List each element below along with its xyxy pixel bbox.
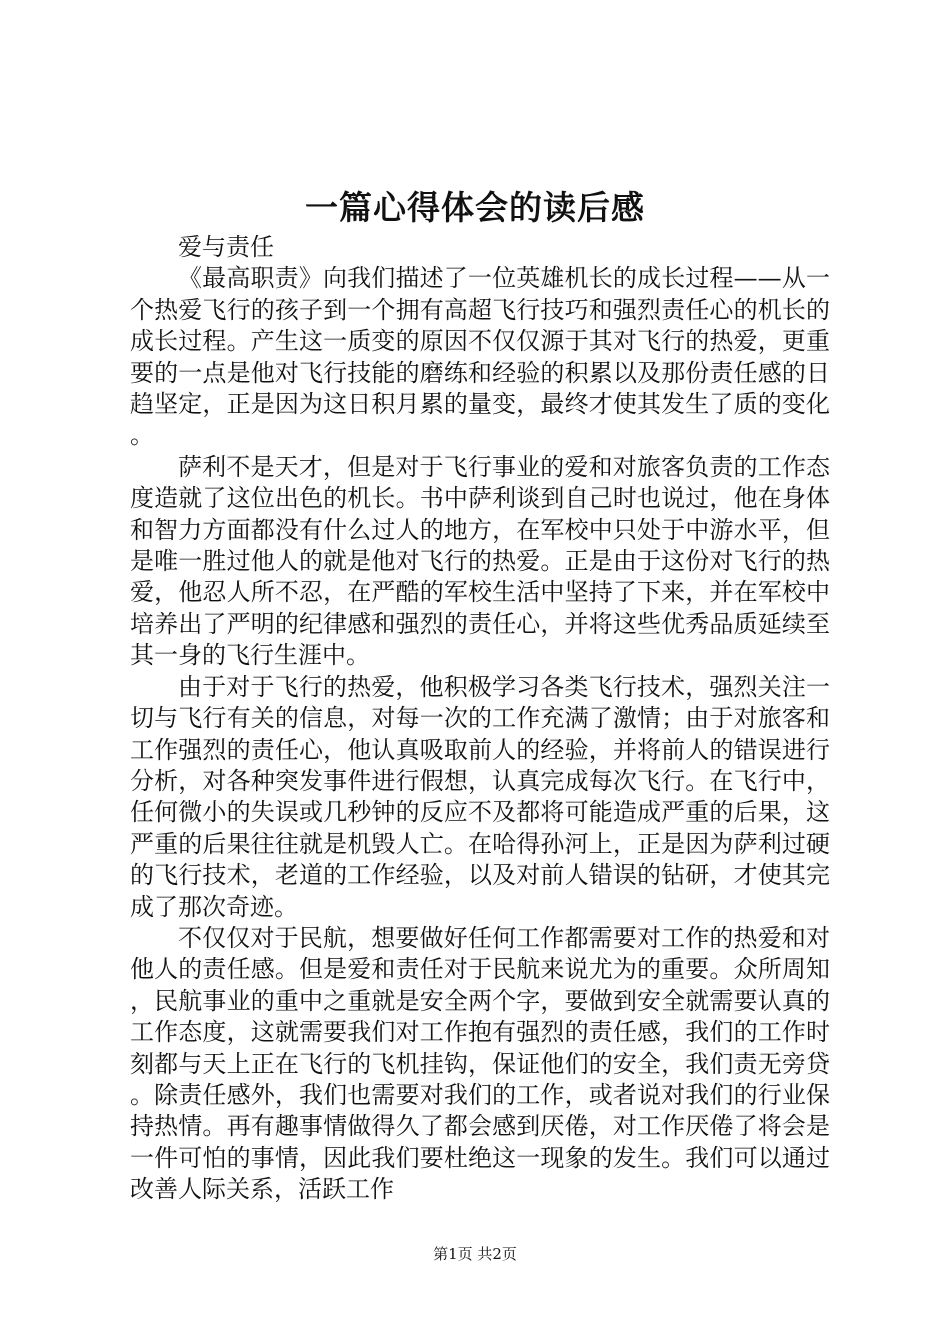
document-title: 一篇心得体会的读后感 — [305, 188, 645, 227]
paragraph: 萨利不是天才，但是对于飞行事业的爱和对旅客负责的工作态度造就了这位出色的机长。书中萨利谈到自己时也说过，他在身体和智力方面都没有什么过人的地方，在军校中只处于中游水平，但是唯一胜过他人的就是他对飞行的热爱。正是由于这份对飞行的热爱，他忍人所不忍，在严酷的军校生活中坚持了下来，并在军校中培养出了严明的纪律感和强烈的责任心，并将这些优秀品质延续至其一身的飞行生涯中。 — [130, 452, 830, 670]
section-heading: 爱与责任 — [178, 233, 274, 261]
paragraph: 由于对于飞行的热爱，他积极学习各类飞行技术，强烈关注一切与飞行有关的信息，对每一次的工作充满了激情；由于对旅客和工作强烈的责任心，他认真吸取前人的经验，并将前人的错误进行分析，对各种突发事件进行假想，认真完成每次飞行。在飞行中，任何微小的失误或几秒钟的反应不及都将可能造成严重的后果，这严重的后果往往就是机毁人亡。在哈得孙河上，正是因为萨利过硬的飞行技术，老道的工作经验，以及对前人错误的钻研，才使其完成了那次奇迹。 — [130, 672, 830, 921]
paragraph: 不仅仅对于民航，想要做好任何工作都需要对工作的热爱和对他人的责任感。但是爱和责任对于民航来说尤为的重要。众所周知，民航事业的重中之重就是安全两个字，要做到安全就需要认真的工作态度，这就需要我们对工作抱有强烈的责任感，我们的工作时刻都与天上正在飞行的飞机挂钩，保证他们的安全，我们责无旁贷。除责任感外，我们也需要对我们的工作，或者说对我们的行业保持热情。再有趣事情做得久了都会感到厌倦，对工作厌倦了将会是一件可怕的事情，因此我们要杜绝这一现象的发生。我们可以通过改善人际关系，活跃工作 — [130, 923, 830, 1204]
document-body — [130, 232, 830, 1206]
page-number-footer: 第1页 共2页 — [433, 1245, 517, 1263]
paragraph: 《最高职责》向我们描述了一位英雄机长的成长过程——从一个热爱飞行的孩子到一个拥有高超飞行技巧和强烈责任心的机长的成长过程。产生这一质变的原因不仅仅源于其对飞行的热爱，更重要的一点是他对飞行技能的磨练和经验的积累以及那份责任感的日趋坚定，正是因为这日积月累的量变，最终才使其发生了质的变化。 — [130, 264, 830, 450]
